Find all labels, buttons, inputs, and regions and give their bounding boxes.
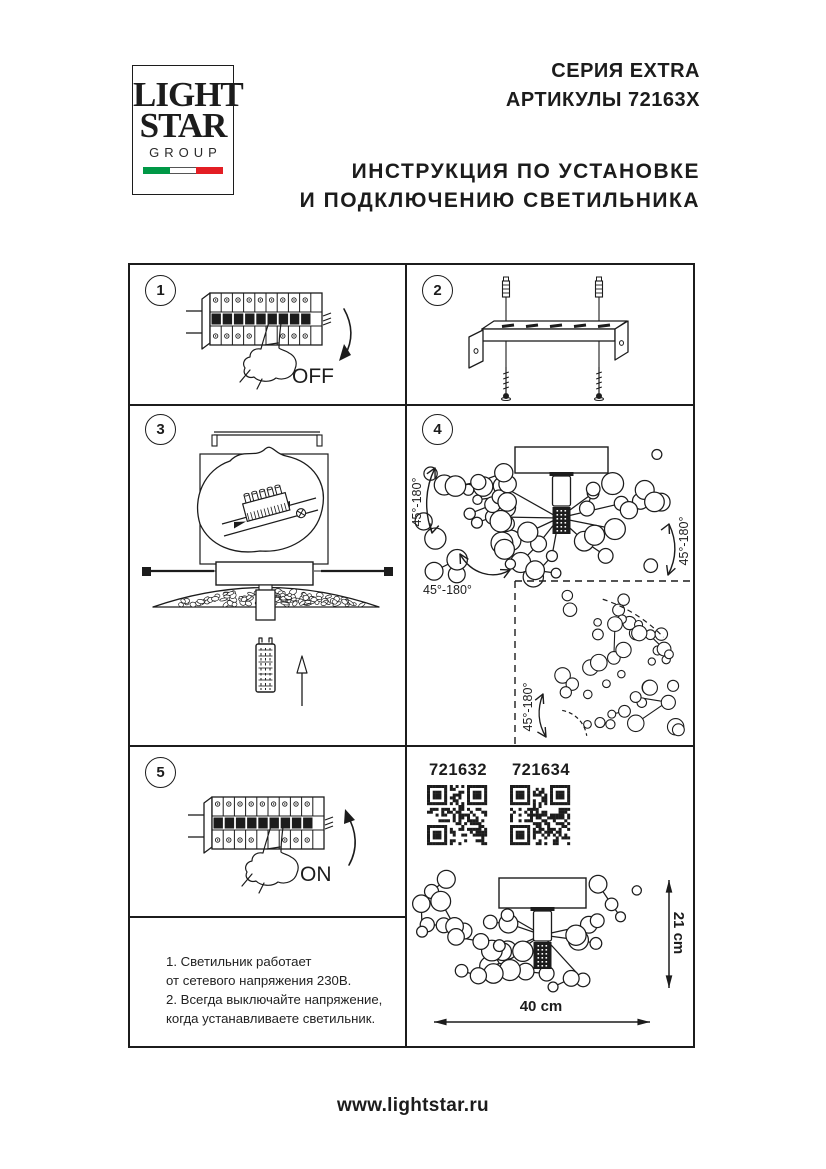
- step-4-panel: [407, 406, 693, 745]
- step-1-panel: [130, 265, 405, 404]
- step-1-number: 1: [156, 282, 165, 299]
- website-url: www.lightstar.ru: [337, 1095, 489, 1116]
- width-dimension-label: 40 cm: [519, 998, 563, 1015]
- step-2-number: 2: [433, 282, 442, 299]
- italian-flag-stripe: [143, 167, 223, 174]
- step-2-panel: [407, 265, 693, 404]
- logo-word-star: STAR: [139, 106, 227, 145]
- note-line-4: когда устанавливаете светильник.: [166, 1011, 376, 1026]
- step-4-number: 4: [433, 421, 442, 438]
- mounting-bracket-drawing: [407, 265, 693, 404]
- step-5-panel: [130, 747, 405, 916]
- safety-notes: [130, 918, 405, 1046]
- breaker-on-drawing: [130, 747, 405, 916]
- page-title: [300, 157, 700, 215]
- flag-green: [143, 167, 170, 174]
- title-line-2: И ПОДКЛЮЧЕНИЮ СВЕТИЛЬНИКА: [299, 189, 700, 212]
- flag-white: [170, 167, 197, 174]
- notes-panel: [130, 918, 405, 1046]
- instruction-grid: [128, 263, 695, 1048]
- note-line-3: 2. Всегда выключайте напряжение,: [166, 992, 383, 1007]
- angle-label-bottom: 45°-180°: [423, 583, 472, 597]
- angle-label-inset: 45°-180°: [521, 682, 535, 732]
- logo-word-group: GROUP: [149, 145, 222, 160]
- product-panel: [407, 747, 693, 1046]
- step-5-number: 5: [156, 764, 165, 781]
- off-label: OFF: [292, 365, 334, 388]
- angle-label-right: 45°-180°: [677, 516, 691, 566]
- header-series-block: [506, 57, 700, 115]
- logo-word-light: LIGHT: [133, 75, 243, 114]
- step-3-panel: [130, 406, 405, 745]
- angle-label-left: 45°-180°: [410, 477, 424, 527]
- lightstar-logo: [132, 65, 243, 195]
- breaker-off-drawing: [130, 265, 405, 404]
- note-line-1: 1. Светильник работает: [166, 954, 312, 969]
- height-dimension-label: 21 cm: [670, 911, 688, 955]
- wiring-and-base-drawing: [130, 406, 405, 745]
- product-code-1: 721632: [428, 761, 488, 779]
- note-line-2: от сетевого напряжения 230В.: [166, 973, 352, 988]
- flag-red: [196, 167, 223, 174]
- fixture-rotation-drawing: [407, 406, 693, 745]
- on-label: ON: [300, 863, 332, 886]
- title-line-1: ИНСТРУКЦИЯ ПО УСТАНОВКЕ: [351, 160, 700, 183]
- articles: АРТИКУЛЫ 72163X: [505, 89, 700, 111]
- step-3-number: 3: [156, 421, 165, 438]
- product-code-2: 721634: [511, 761, 571, 779]
- series-name: СЕРИЯ EXTRA: [551, 60, 700, 82]
